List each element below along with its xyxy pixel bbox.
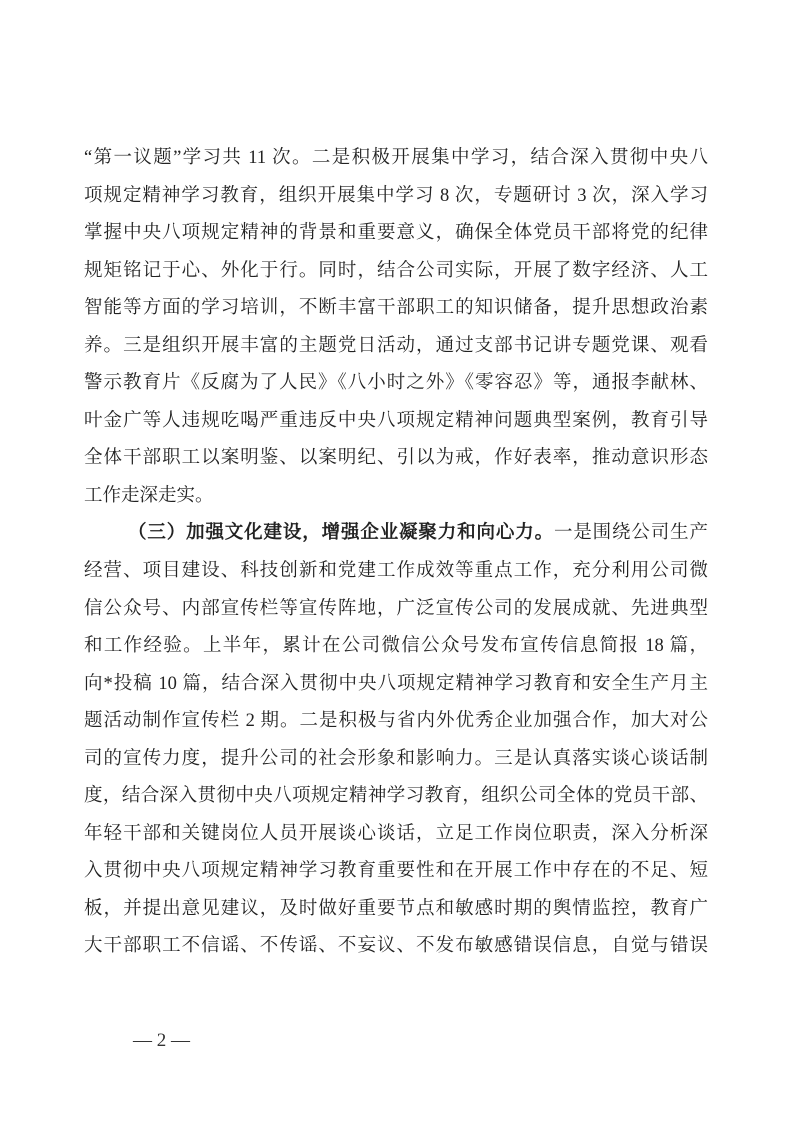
paragraph2-line: 和工作经验。上半年，累计在公司微信公众号发布宣传信息简报 18 篇， (84, 636, 708, 657)
section-heading: （三）加强文化建设，增强企业凝聚力和向心力。 (128, 523, 554, 544)
paragraph1-line: 项规定精神学习教育，组织开展集中学习 8 次，专题研讨 3 次，深入学习 (84, 185, 708, 206)
paragraph2-line: 经营、项目建设、科技创新和党建工作成效等重点工作，充分利用公司微 (84, 561, 708, 582)
paragraph1-line: 掌握中央八项规定精神的背景和重要意义，确保全体党员干部将党的纪律 (84, 223, 708, 244)
paragraph2-line: 板，并提出意见建议，及时做好重要节点和敏感时期的舆情监控，教育广 (84, 898, 708, 919)
paragraph2-line: 司的宣传力度，提升公司的社会形象和影响力。三是认真落实谈心谈话制 (84, 748, 708, 769)
page-number: — 2 — (133, 1030, 190, 1051)
document-body (84, 140, 708, 966)
paragraph1-line: 养。三是组织开展丰富的主题党日活动，通过支部书记讲专题党课、观看 (84, 335, 708, 356)
paragraph2-line: 信公众号、内部宣传栏等宣传阵地，广泛宣传公司的发展成就、先进典型 (84, 598, 708, 619)
paragraph2-line: 年轻干部和关键岗位人员开展谈心谈话，立足工作岗位职责，深入分析深 (84, 823, 708, 844)
paragraph2-line: 题活动制作宣传栏 2 期。二是积极与省内外优秀企业加强合作，加大对公 (84, 711, 708, 732)
paragraph1-last-line: 工作走深走实。 (84, 485, 214, 506)
paragraph1-line: 警示教育片《反腐为了人民》《八小时之外》《零容忍》等，通报李献林、 (84, 373, 708, 394)
paragraph1-line: 智能等方面的学习培训，不断丰富干部职工的知识储备，提升思想政治素 (84, 298, 708, 319)
paragraph2-line: 入贯彻中央八项规定精神学习教育重要性和在开展工作中存在的不足、短 (84, 861, 708, 882)
paragraph2-line: 度，结合深入贯彻中央八项规定精神学习教育，组织公司全体的党员干部、 (84, 786, 708, 807)
paragraph1-line: 规矩铭记于心、外化于行。同时，结合公司实际，开展了数字经济、人工 (84, 260, 708, 281)
paragraph2-heading-line-rest: 一是围绕公司生产 (553, 523, 708, 544)
paragraph1-line: 全体干部职工以案明鉴、以案明纪、引以为戒，作好表率，推动意识形态 (84, 448, 708, 469)
paragraph2-heading-line (84, 515, 708, 553)
paragraph1-line: 叶金广等人违规吃喝严重违反中央八项规定精神问题典型案例，教育引导 (84, 410, 708, 431)
paragraph2-line: 向*投稿 10 篇，结合深入贯彻中央八项规定精神学习教育和安全生产月主 (84, 673, 708, 694)
paragraph2-line: 大干部职工不信谣、不传谣、不妄议、不发布敏感错误信息，自觉与错误 (84, 936, 708, 957)
paragraph1-line: “第一议题”学习共 11 次。二是积极开展集中学习，结合深入贯彻中央八 (84, 148, 708, 168)
